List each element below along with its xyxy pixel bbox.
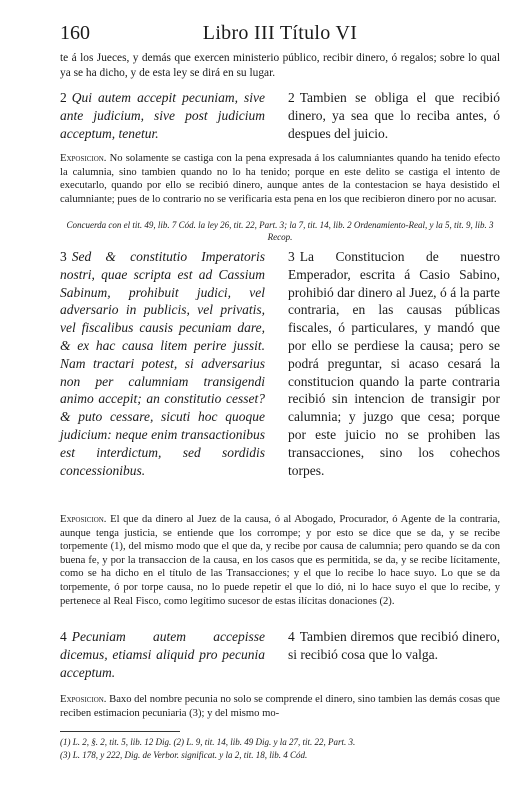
footnote-1: (1) L. 2, §. 2, tit. 5, lib. 12 Dig. (2) L. 9, tit. 14, lib. 49 Dig. y la 27, tit. 22, Part. 3. (60, 737, 356, 747)
exposicion-label: Exposicion. (60, 694, 107, 705)
spanish-column (288, 628, 500, 664)
exposicion-text: El que da dinero al Juez de la causa, ó al Abogado, Procurador, ó Agente de la contraria, aunque tenga justicia, se entiende que los corrompe; y por esto se dice que se da, y se recibe torpemente (1), del mismo modo que el que da, y recibe por causa de calumnia; pero quando se da con buena fe, y por la transaccion de la causa, en los casos que es permitida, se da, y se recibe lícitamente, como se ha dicho en el título de las Transacciones; y el que lo recibe lo hace suyo. Lo que se da torpemente, ó por torpe causa, no lo puede repetir el que lo dió, ni lo hace suyo el que lo recibe, y pertenece al Real Fisco, como legítimo sucesor de estas ilícitas donaciones (2). (60, 514, 500, 607)
running-header (60, 22, 500, 48)
spanish-text: Tambien se obliga el que recibió dinero, ya sea que lo reciba antes, ó despues del juicio. (288, 90, 500, 141)
book-page (60, 0, 500, 800)
latin-text: Pecuniam autem accepisse dicemus, etiamsi aliquid pro pecunia acceptum. (60, 629, 265, 680)
spanish-text: La Constitucion de nuestro Emperador, escrita á Casio Sabino, prohibió dar dinero al Juez, ó á la parte contraria, en las causas públicas fiscales, ó particulares, y mandó que por ello se perdiese la causa; pero se podrá preguntar, si acaso cesará la constitucion quando la parte contraria recibió sin intencion de transigir por calumnia; y juzgo que cesa; porque por este juicio no se prohiben las transacciones, sino los cohechos torpes. (288, 249, 500, 478)
exposicion-2 (60, 513, 500, 608)
latin-number: 3 (60, 249, 67, 264)
spanish-number: 2 (288, 90, 295, 105)
exposicion-label: Exposicion. (60, 153, 107, 164)
exposicion-text: Baxo del nombre pecunia no solo se comprende el dinero, sino tambien las demás cosas que reciben estimacion pecuniaria (3); y del mismo mo- (60, 694, 501, 719)
latin-column (60, 248, 265, 479)
latin-number: 4 (60, 629, 67, 644)
exposicion-3 (60, 693, 500, 720)
exposicion-label: Exposicion. (60, 514, 107, 525)
spanish-number: 3 (288, 249, 295, 264)
spanish-column (288, 89, 500, 142)
footnote-rule (60, 731, 180, 732)
running-title: Libro III Título VI (202, 22, 358, 44)
footnote-2: (3) L. 178, y 222, Dig. de Verbor. significat. y la 2, tit. 18, lib. 4 Cód. (60, 750, 308, 760)
spanish-column (288, 248, 500, 479)
concordances: Concuerda con el tit. 49, lib. 7 Cód. la ley 26, tit. 22, Part. 3; la 7, tit. 14, lib. 2 Ordenamiento-Real, y la 5, tit. 9, lib. 3 Recop. (66, 220, 494, 242)
latin-text: Sed & constitutio Imperatoris nostri, quae scripta est ad Cassium Sabinum, prohibuit judici, vel adversario in publicis, vel privatis, vel fiscalibus causis pecuniam dare, & ex hac causa litem perire jussit. Nam tractari potest, si adversarius non per calumniam transigendi animo accepit; an constitutio cesset? & puto cessare, sicuti hoc quoque judicium: neque enim transactionibus est interdictum, sed sordidis concessionibus. (60, 249, 265, 478)
exposicion-text: No solamente se castiga con la pena expresada á los calumniantes quando ha tenido efecto la calumnia, sino tambien quando no lo ha tenido; porque en este delito se castiga el intento de executarlo, quando por ello se recibió dinero, aunque antes de la contestacion se haya desistido el calumniante; pues de lo contrario no se verificaria esta pena en los que recibieron dinero por no acusar. (60, 153, 501, 205)
spanish-text: Tambien diremos que recibió dinero, si recibió cosa que lo valga. (288, 629, 500, 662)
spanish-number: 4 (288, 629, 295, 644)
latin-column (60, 89, 265, 142)
page-number: 160 (60, 22, 90, 44)
latin-column (60, 628, 265, 681)
exposicion-1 (60, 152, 500, 206)
latin-text: Qui autem accepit pecuniam, sive ante judicium, sive post judicium acceptum, tenetur. (60, 90, 265, 141)
latin-number: 2 (60, 90, 67, 105)
continued-paragraph: te á los Jueces, y demás que exercen ministerio público, recibir dinero, ó regalos; sobre lo qual ya se ha dicho, y de esta ley se dirá en su lugar. (60, 52, 500, 79)
